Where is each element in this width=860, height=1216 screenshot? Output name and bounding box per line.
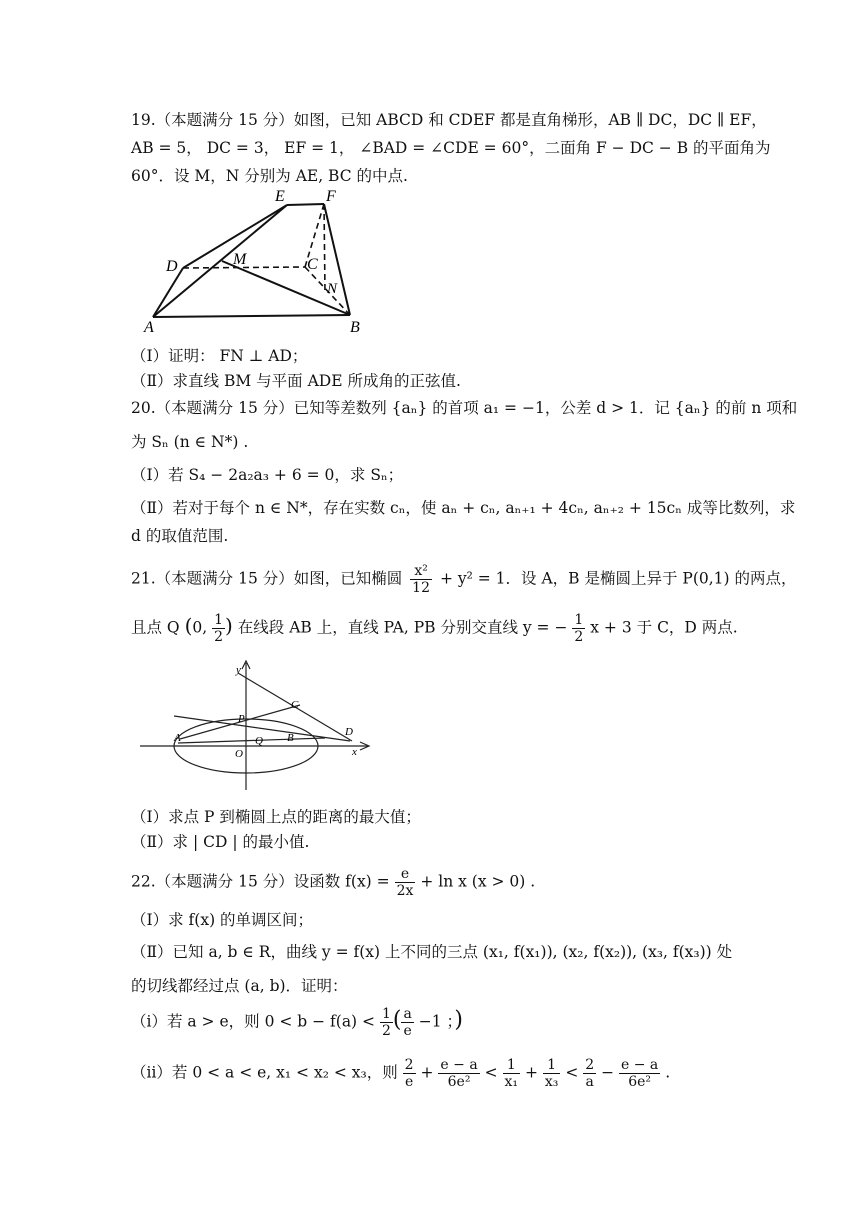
p22-qii-frac3 (503, 1057, 521, 1090)
p22-qii: （ⅱ）若 0 < a < e, x₁ < x₂ < x₃，则 $\frac{2}{e}$ + $\frac{e - a}{\text{6e²}}$ < $\frac{1}{\text{x₁}}$ + $\frac{1}{\text{x₃}}$ < $\frac{2}{a}$ − $\frac{e - a}{\text{6e²}}$ . (131, 1057, 671, 1090)
p21-line-num: 1 (574, 612, 584, 628)
p22-line1-post: + ln x (x > 0) . (420, 872, 536, 891)
p20-q1: （Ⅰ）若 S₄ − 2a₂a₃ + 6 = 0，求 Sₙ； (131, 466, 404, 484)
label-B21: B (287, 732, 294, 744)
p22-line1-pre: 22.（本题满分 15 分）设函数 f(x) = (131, 872, 390, 891)
p20-line1: 20.（本题满分 15 分）已知等差数列 {aₙ} 的首项 a₁ = −1，公差 d > 1．记 {aₙ} 的前 n 项和 (131, 399, 798, 417)
p22-line1 (131, 866, 731, 899)
p22-qi-post: −1 ； (418, 1012, 455, 1031)
label-A21: A (174, 732, 181, 744)
p20-line2: 为 Sₙ (n ∈ N*) . (131, 433, 249, 451)
p21-line2: 且点 Q (0, $\frac{1}{2}$ ) 在线段 AB 上，直线 PA, PB 分别交直线 y = − $\frac{1}{2}$ x + 3 于 C，D 两点. (131, 612, 738, 645)
p22-qii-frac2 (438, 1057, 479, 1090)
p21-frac-num: x² (410, 563, 432, 580)
p22-qii-frac5 (583, 1057, 596, 1090)
p21-line1 (131, 563, 797, 596)
p21-line1-pre: 21.（本题满分 15 分）如图，已知椭圆 (131, 569, 403, 588)
p21-q-den: 2 (214, 629, 224, 645)
p21-line-fraction (572, 612, 585, 645)
p21-line2-post: x + 3 于 C，D 两点. (590, 618, 738, 637)
edge-EF (287, 204, 324, 205)
label-x: x (352, 746, 357, 758)
label-E: E (275, 188, 285, 205)
edge-AB (153, 315, 350, 317)
label-D: D (166, 258, 178, 275)
p19-line2: AB = 5， DC = 3， EF = 1， ∠BAD = ∠CDE = 60°，二面角 F − DC − B 的平面角为 (131, 139, 771, 157)
p22-qii-frac1 (403, 1057, 416, 1090)
p21-frac-den: 12 (412, 580, 430, 596)
p22-f-den: 2x (396, 883, 414, 899)
p22-qii-d1: e (404, 1074, 414, 1090)
p22-qii-n3: 1 (503, 1057, 521, 1074)
p22-q1: （Ⅰ）求 f(x) 的单调区间； (131, 911, 314, 929)
p22-qii-n1: 2 (404, 1057, 414, 1073)
p22-qi-inner-den: e (403, 1023, 412, 1039)
p22-qi-num: 1 (381, 1006, 391, 1022)
label-B: B (350, 319, 360, 336)
p22-qi: （ⅰ）若 a > e，则 0 < b − f(a) < $\frac{1}{2}$ ( $\frac{a}{e}$ −1 ；) (131, 1006, 463, 1039)
p22-qi-fraction (380, 1006, 393, 1039)
p19-line1: 19.（本题满分 15 分）如图，已知 ABCD 和 CDEF 都是直角梯形，AB ∥ DC，DC ∥ EF， (131, 111, 767, 129)
label-Q: Q (255, 735, 263, 747)
p21-figure (140, 655, 380, 795)
p21-q2: （Ⅱ）求 | CD | 的最小值. (131, 833, 310, 851)
label-A: A (144, 319, 154, 336)
label-C: C (307, 256, 318, 273)
p22-qi-pre: （ⅰ）若 a > e，则 0 < b − f(a) < (131, 1012, 376, 1031)
p22-qii-d6: 6e² (628, 1074, 652, 1090)
p19-q2: （Ⅱ）求直线 BM 与平面 ADE 所成角的正弦值. (131, 372, 461, 390)
label-C21: C (291, 699, 299, 711)
label-P: P (238, 713, 245, 725)
p22-qii-frac4 (543, 1057, 561, 1090)
p22-f-fraction (395, 866, 416, 899)
edge-FB (324, 204, 350, 315)
p22-f-num: e (395, 866, 416, 883)
p22-q2b: 的切线都经过点 (a, b)．证明： (131, 977, 348, 995)
label-O: O (235, 748, 243, 760)
label-M: M (233, 251, 247, 268)
label-y: y (236, 664, 241, 676)
p21-q-fraction (212, 612, 225, 645)
p19-line3: 60°．设 M，N 分别为 AE, BC 的中点. (131, 167, 408, 185)
label-N: N (327, 281, 338, 297)
p22-qii-d3: x₁ (504, 1074, 519, 1090)
p22-qii-d2: 6e² (447, 1074, 471, 1090)
p22-qii-n4: 1 (543, 1057, 561, 1074)
p22-qii-frac6 (619, 1057, 660, 1090)
p22-qii-d5: a (585, 1074, 594, 1090)
p22-qi-den: 2 (381, 1023, 391, 1039)
p20-q2: （Ⅱ）若对于每个 n ∈ N*，存在实数 cₙ，使 aₙ + cₙ, aₙ₊₁ + 4cₙ, aₙ₊₂ + 15cₙ 成等比数列，求 (131, 499, 796, 517)
p22-qii-pre: （ⅱ）若 0 < a < e, x₁ < x₂ < x₃，则 (131, 1063, 398, 1082)
p22-qi-inner-fraction (401, 1006, 413, 1039)
edge-FN (324, 204, 325, 293)
p22-qi-inner-num: a (403, 1006, 412, 1022)
p20-q2b: d 的取值范围. (131, 527, 229, 545)
p21-ellipse-fraction (410, 563, 432, 596)
p19-q1: （Ⅰ）证明： FN ⊥ AD； (131, 347, 308, 365)
label-F: F (326, 188, 336, 205)
p22-qii-n5: 2 (585, 1057, 595, 1073)
edge-AD (153, 268, 183, 317)
p19-figure (140, 185, 370, 337)
label-D21: D (345, 726, 353, 738)
line-AB (178, 738, 325, 743)
p21-q-num: 1 (214, 612, 224, 628)
p21-line2-mid: 在线段 AB 上，直线 PA, PB 分别交直线 y = − (237, 618, 568, 637)
p22-qii-n6: e − a (621, 1057, 659, 1073)
p21-line1-post: + y² = 1．设 A，B 是椭圆上异于 P(0,1) 的两点， (439, 569, 797, 588)
p22-qii-n2: e − a (440, 1057, 478, 1073)
p21-line-den: 2 (574, 629, 584, 645)
p21-line2-pre: 且点 Q (131, 618, 180, 637)
p22-qii-d4: x₃ (544, 1074, 559, 1090)
p22-q2: （Ⅱ）已知 a, b ∈ R，曲线 y = f(x) 上不同的三点 (x₁, f(x₁)), (x₂, f(x₂)), (x₃, f(x₃)) 处 (131, 943, 733, 961)
p21-q1: （Ⅰ）求点 P 到椭圆上点的距离的最大值； (131, 808, 421, 826)
